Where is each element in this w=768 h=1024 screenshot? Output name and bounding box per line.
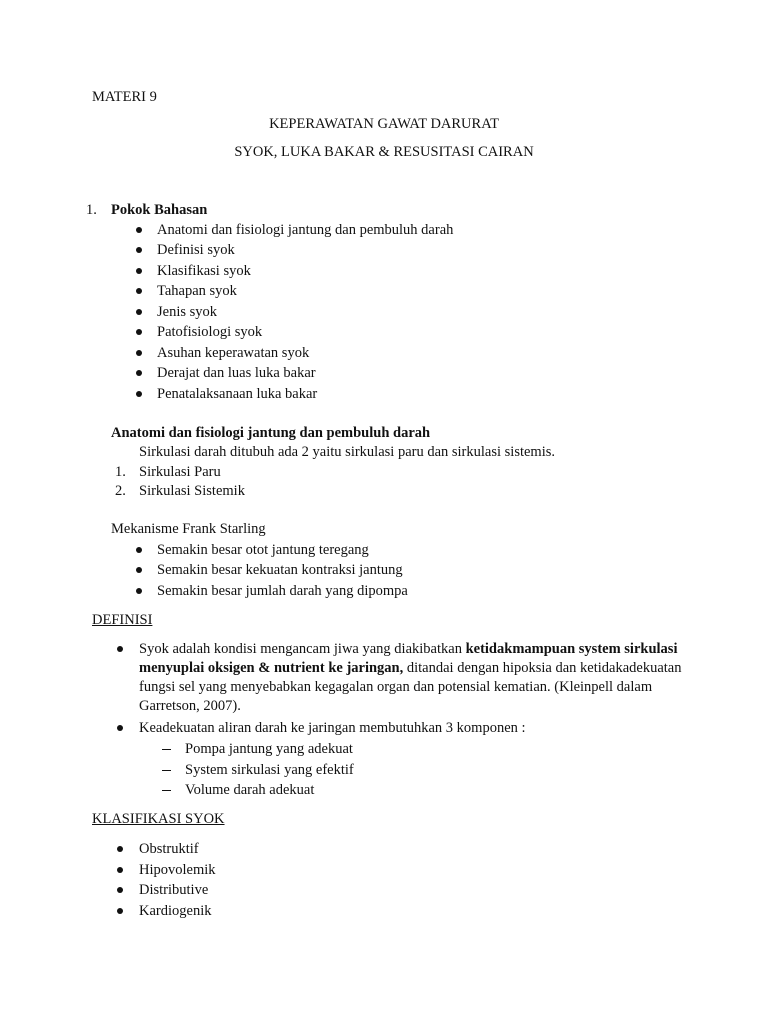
list-item: Derajat dan luas luka bakar bbox=[157, 365, 316, 381]
list-item: Patofisiologi syok bbox=[157, 324, 263, 340]
list-item: Klasifikasi syok bbox=[157, 263, 251, 279]
list-item: Sirkulasi Paru bbox=[139, 464, 221, 480]
list-item: Anatomi dan fisiologi jantung dan pembuluh darah bbox=[157, 222, 454, 238]
list-item: Semakin besar jumlah darah yang dipompa bbox=[157, 583, 408, 599]
bullet-icon bbox=[117, 646, 123, 652]
bullet-icon bbox=[136, 350, 142, 356]
materi-label: MATERI 9 bbox=[92, 89, 157, 105]
frank-starling-heading: Mekanisme Frank Starling bbox=[111, 521, 266, 537]
list-item: Penatalaksanaan luka bakar bbox=[157, 386, 318, 402]
list-item: Tahapan syok bbox=[157, 283, 237, 299]
bullet-icon bbox=[117, 725, 123, 731]
pokok-bahasan-heading: Pokok Bahasan bbox=[111, 202, 208, 218]
list-item: Distributive bbox=[139, 882, 209, 898]
anatomi-heading: Anatomi dan fisiologi jantung dan pembuluh darah bbox=[111, 425, 431, 441]
list-item: Semakin besar kekuatan kontraksi jantung bbox=[157, 562, 403, 578]
list-item: Definisi syok bbox=[157, 242, 235, 258]
list-item: Hipovolemik bbox=[139, 862, 216, 878]
definisi-components: Keadekuatan aliran darah ke jaringan membutuhkan 3 komponen : bbox=[139, 720, 526, 736]
bullet-icon bbox=[136, 247, 142, 253]
bullet-icon bbox=[136, 268, 142, 274]
dash-icon bbox=[162, 749, 171, 750]
list-item: Volume darah adekuat bbox=[185, 782, 315, 798]
bullet-icon bbox=[117, 887, 123, 893]
bullet-icon bbox=[136, 588, 142, 594]
bullet-icon bbox=[136, 391, 142, 397]
klasifikasi-heading: KLASIFIKASI SYOK bbox=[92, 811, 225, 827]
list-item: Jenis syok bbox=[157, 304, 218, 320]
list-item: Pompa jantung yang adekuat bbox=[185, 741, 353, 757]
list-item: Asuhan keperawatan syok bbox=[157, 345, 310, 361]
bullet-icon bbox=[117, 908, 123, 914]
list-number: 2. bbox=[115, 483, 126, 499]
bullet-icon bbox=[136, 370, 142, 376]
bullet-icon bbox=[136, 288, 142, 294]
list-number: 1. bbox=[115, 464, 126, 480]
definisi-paragraph: Syok adalah kondisi mengancam jiwa yang diakibatkan ketidakmampuan system sirkulasi menyuplai oksigen & nutrient ke jaringan, ditandai dengan hipoksia dan ketidakadekuatan fungsi sel yang menyebabkan kegagalan organ dan potensial kematian. (Kleinpell dalam Garretson, 2007). bbox=[139, 641, 682, 714]
list-item: Obstruktif bbox=[139, 841, 199, 857]
list-item: Kardiogenik bbox=[139, 903, 212, 919]
anatomi-intro: Sirkulasi darah ditubuh ada 2 yaitu sirkulasi paru dan sirkulasi sistemis. bbox=[139, 444, 556, 460]
dash-icon bbox=[162, 790, 171, 791]
list-item: Sirkulasi Sistemik bbox=[139, 483, 245, 499]
definisi-heading: DEFINISI bbox=[92, 612, 153, 628]
document-title: KEPERAWATAN GAWAT DARURAT bbox=[269, 116, 499, 132]
list-item: System sirkulasi yang efektif bbox=[185, 762, 354, 778]
bullet-icon bbox=[136, 329, 142, 335]
bullet-icon bbox=[136, 547, 142, 553]
bullet-icon bbox=[136, 309, 142, 315]
dash-icon bbox=[162, 770, 171, 771]
section-number: 1. bbox=[86, 202, 97, 218]
document-subtitle: SYOK, LUKA BAKAR & RESUSITASI CAIRAN bbox=[234, 144, 534, 160]
bullet-icon bbox=[136, 227, 142, 233]
bullet-icon bbox=[136, 567, 142, 573]
bullet-icon bbox=[117, 846, 123, 852]
list-item: Semakin besar otot jantung teregang bbox=[157, 542, 369, 558]
bullet-icon bbox=[117, 867, 123, 873]
